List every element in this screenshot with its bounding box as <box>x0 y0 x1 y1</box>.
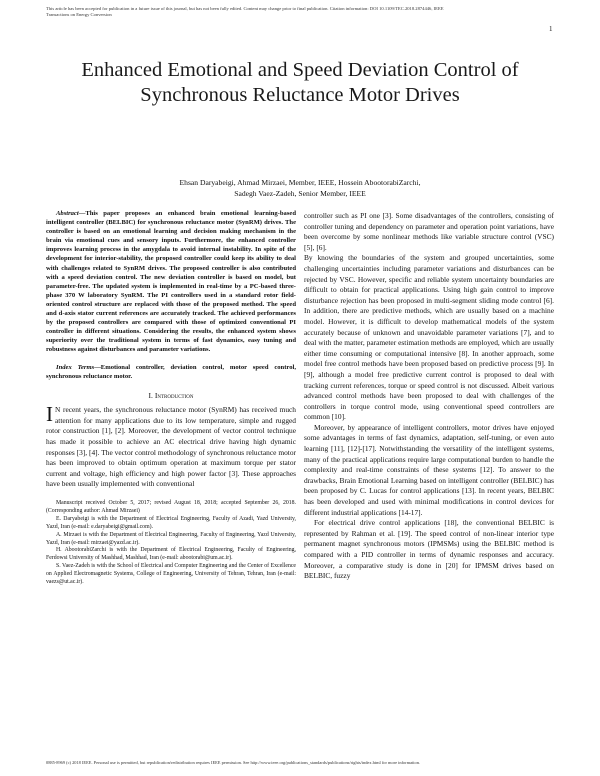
abstract-label: Abstract <box>56 210 79 217</box>
drop-cap: I <box>46 402 53 427</box>
index-terms <box>46 363 296 381</box>
right-column <box>304 211 554 582</box>
footnote-author-abootorabi: H. AbootorabiZarchi is with the Department of Electrical Engineering, Faculty of Engineering, Ferdowsi University of Mashhad, Mashhad, Iran (e-mail: abootorabi@um.ac.ir). <box>46 547 296 562</box>
authors-line-1: Ehsan Daryabeigi, Ahmad Mirzaei, Member, IEEE, Hossein AbootorabiZarchi, <box>179 178 421 187</box>
abstract <box>46 209 296 355</box>
publication-notice <box>46 6 556 18</box>
paper-title: Enhanced Emotional and Speed Deviation Control of Synchronous Reluctance Motor Drives <box>81 59 519 106</box>
right-paragraph-1: controller such as PI one [3]. Some disadvantages of the controllers, consisting of controller tuning and dependency on parameter and operation point variations, have been overcome by some nonlinear methods like variable structure control (VSC) [5], [6]. <box>304 211 554 252</box>
right-paragraph-2: By knowing the boundaries of the system and grouped uncertainties, some challenging uncertainties including parameter variations and disturbances can be rejected by VSC. However, specific and reliable system uncertainty boundaries are difficult to obtain for practical applications. Using high gain control to improve disturbance rejection has been proposed in multi-segment sliding mode control [6]. In addition, there are predictive methods, which are usually based on a machine model. However, it is difficult to develop mathematical models of the system accurately because of unknown and unavoidable parameter variations [7], and to deal with the matter, parameter estimation methods are employed, which are usually either time consuming or computational intensive [8]. In another approach, some model free control methods have been proposed based on predictive process [9]. In [9], although a model free predictive current control is proposed to deal with tracking current references, torque or speed control is not discussed. Albeit various advanced control methods have been proposed to deal with challenges of the controllers in torque control mode, using conventional speed controllers are common [10]. <box>304 253 554 422</box>
footnote-manuscript: Manuscript received October 5, 2017; revised August 18, 2018; accepted September 26, 2018. (Corresponding author: Ahmad Mirzaei) <box>46 500 296 514</box>
abstract-text: —This paper proposes an enhanced brain emotional learning-based intelligent controller (BELBIC) for synchronous reluctance motor (SynRM) drives. The controller is based on an emotional learning and decision making mechanism in the brain via emotional cues and sensory inputs. Furthermore, the enhanced controller improves learning process in the amygdala to avoid internal instability. In spite of the development for interior-stability, the proposed controller could keep its ability to deal with challenges related to SynRM drives. The proposed controller is also contributed with a speed deviation control. The new deviation controller is based on model, but parameter-free. The updated system is implemented in real-time by a PC-based three-phase 370 W laboratory SynRM. The PI controllers used in a standard rotor field-oriented control structure are replaced with those of the proposed method. The speed and d-axis stator current references are accurately tracked. The achieved performances by the proposed controllers are compared with those of optimized conventional PI controller in different situations. Considering the results, the enhanced system shows superiority over the traditional system in terms of fast dynamics, easy tuning and robustness against disturbances and parameter variations. <box>46 210 296 354</box>
authors-line-2: Sadegh Vaez-Zadeh, Senior Member, IEEE <box>234 189 366 198</box>
notice-line-1: This article has been accepted for publication in a future issue of this journal, but has not been fully edited. Content may change prior to final publication. Citation information: DOI 10.1109/TEC.2018.2874446, IEEE <box>46 6 444 11</box>
index-terms-label: Index Terms <box>56 363 95 371</box>
notice-line-2: Transactions on Energy Conversion <box>46 12 112 17</box>
footnote-author-vaez-zadeh: S. Vaez-Zadeh is with the School of Electrical and Computer Engineering and the Center of Excellence on Applied Electromagnetic Systems, College of Engineering, University of Tehran, Tehran, Iran (e-mail: vaezs@ut.ac.ir). <box>46 563 296 586</box>
left-column <box>46 209 296 587</box>
footnote-author-daryabeigi: E. Daryabeigi is with the Department of Electrical Engineering, Faculty of Azadi, Yazd University, Yazd, Iran (e-mail: e.daryabeigi@gmail.com). <box>46 515 296 530</box>
right-paragraph-4: For electrical drive control applications [18], the conventional BELBIC is represented by Rahman et al. [19]. The speed control of non-linear interior type permanent magnet synchronous motors (IPMSMs) using the BELBIC method is compared with a PID controller in terms of dynamic responses and accuracy. Moreover, a comparative study is done in [20] for IPMSM drives based on BELBIC, fuzzy <box>304 518 554 581</box>
author-list <box>110 177 490 199</box>
footnote-author-mirzaei: A. Mirzaei is with the Department of Electrical Engineering, Faculty of Engineering, Yazd University, Yazd, Iran (e-mail: mirzaei@yazd.ac.ir). <box>46 531 296 546</box>
introduction-paragraph <box>46 402 296 490</box>
copyright-footer: 0885-8969 (c) 2018 IEEE. Personal use is permitted, but republication/redistribution requires IEEE permission. See http://www.ieee.org/publications_standards/publications/rights/index.html for more information. <box>46 760 420 765</box>
index-terms-text: —Emotional controller, deviation control, motor speed control, synchronous reluctance motor. <box>46 363 297 380</box>
section-heading-introduction: I. Introduction <box>148 390 194 400</box>
right-paragraph-3: Moreover, by appearance of intelligent controllers, motor drives have enjoyed some advantages in terms of fast dynamics, adaptation, self-tuning, or even auto learning [11], [12]-[17]. Notwithstanding the versatility of the intelligent systems, many of the practical applications require large computational burden to handle the complexity and real-time constraints of these systems [12]. To answer to the drawbacks, Brain Emotional Learning based on intelligent controller (BELBIC) has been proposed by C. Lucas for control applications [13]. In recent years, BELBIC has been developed and used with minimal modifications in control devices for different industrial applications [14-17]. <box>304 422 554 517</box>
introduction-text: N recent years, the synchronous reluctance motor (SynRM) has received much attention for many applications due to its low temperature, simple and rugged rotor construction [1], [2]. Moreover, the development of vector control technique has made it possible to achieve an AC electrical drive having high dynamic responses [3], [4]. The vector control methodology of synchronous reluctance motor has been improved to obtain optimum operation at maximum torque per stator current and voltage, high efficiency and high power factor [3]. These approaches have been usually implemented with conventional <box>46 405 296 489</box>
page-number: 1 <box>549 25 553 33</box>
